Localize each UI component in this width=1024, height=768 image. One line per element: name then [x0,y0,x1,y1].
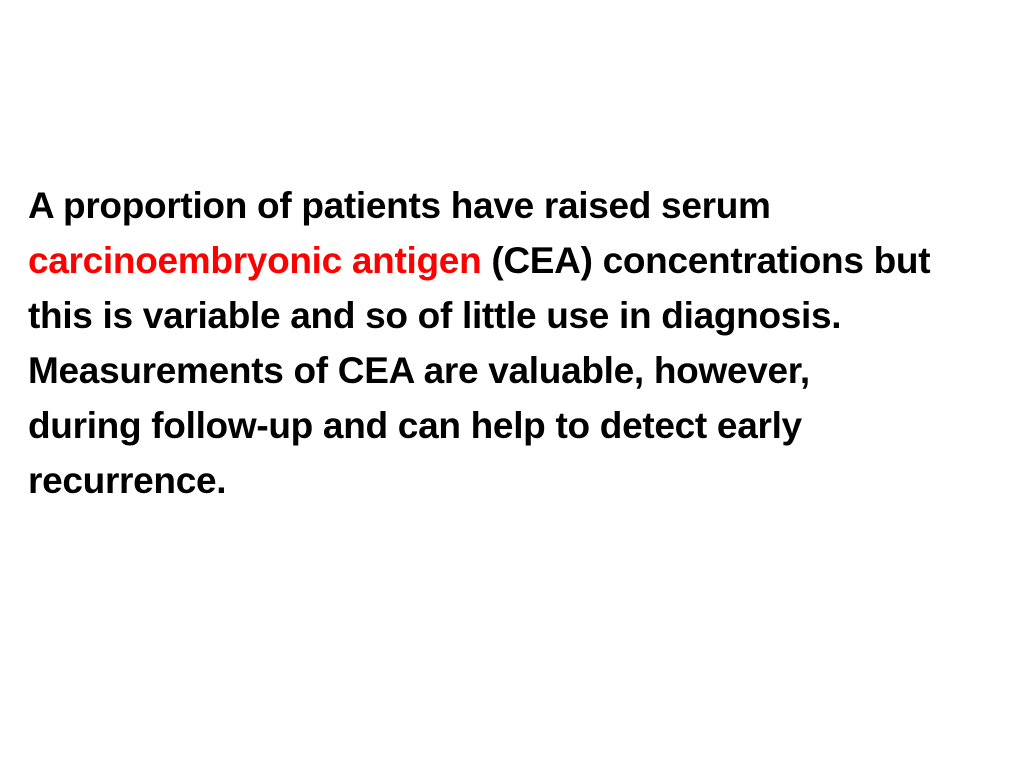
slide-body-text [28,178,1013,508]
highlighted-term: carcinoembryonic antigen [28,240,482,281]
text-line-3: this is variable and so of little use in diagnosis. [28,295,842,336]
text-line-2-rest: (CEA) concentrations but [481,240,931,281]
text-line-2 [28,233,1013,288]
text-line-1: A proportion of patients have raised serum [28,185,771,226]
text-line-5: during follow-up and can help to detect early [28,405,802,446]
text-line-4: Measurements of CEA are valuable, however, [28,350,810,391]
text-line-6: recurrence. [28,460,227,501]
